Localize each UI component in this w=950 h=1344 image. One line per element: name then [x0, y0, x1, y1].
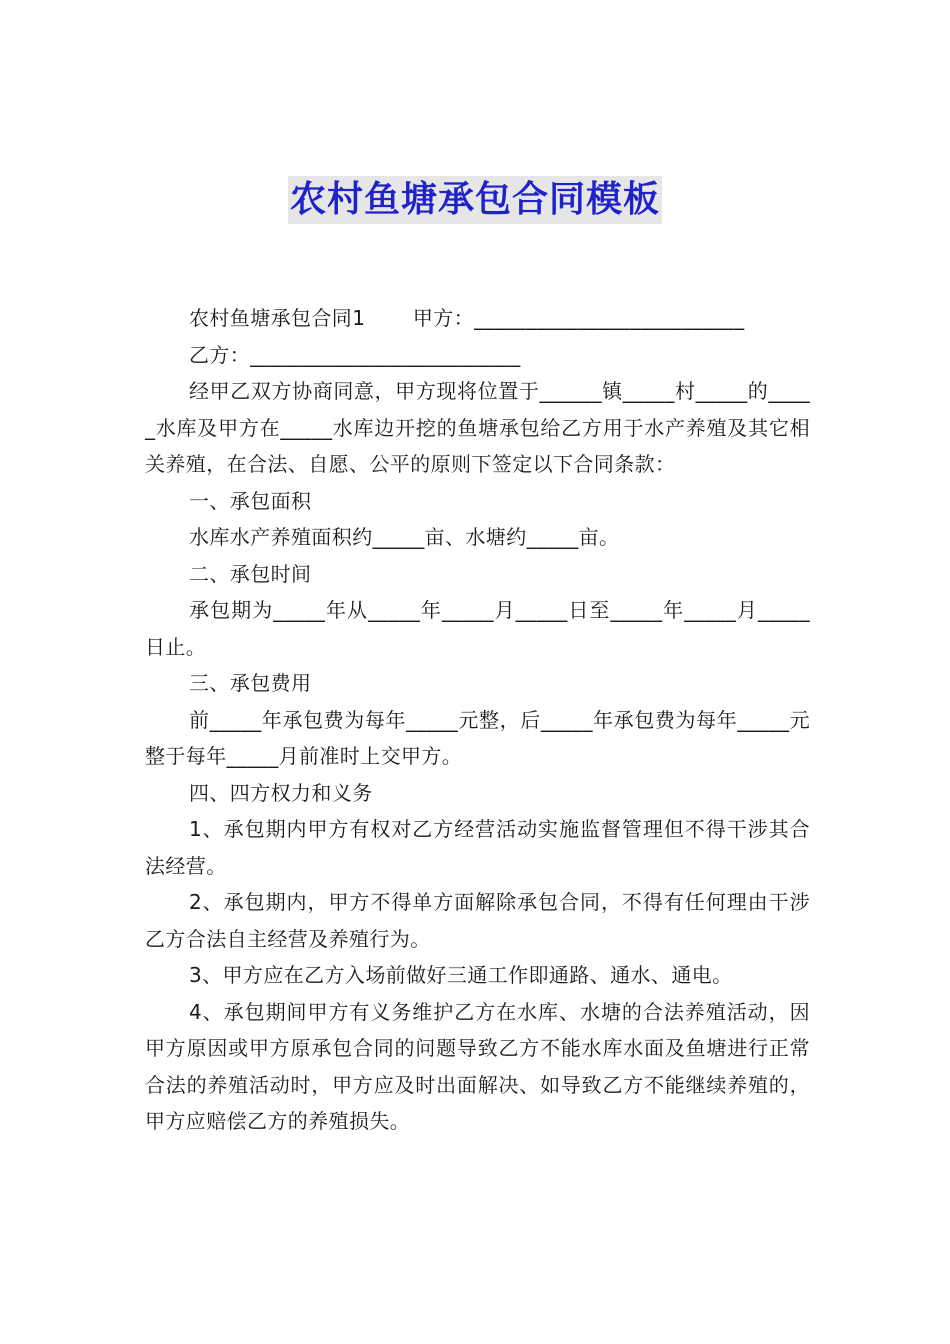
heading-contract-fee: 三、承包费用 — [189, 671, 312, 695]
heading-contract-area: 一、承包面积 — [189, 488, 312, 513]
heading-rights-obligations: 四、四方权力和义务 — [189, 780, 373, 805]
contract-body — [145, 300, 810, 1140]
paragraph-period: 承包期为_____年从_____年_____月_____日至_____年_____月_____日止。 — [145, 598, 810, 659]
paragraph-preamble: 经甲乙双方协商同意，甲方现将位置于______镇_____村_____的_____水库及甲方在_____水库边开挖的鱼塘承包给乙方用于水产养殖及其它相关养殖，在合法、自愿、公平的原则下签定以下合同条款： — [145, 379, 810, 476]
heading-contract-period: 二、承包时间 — [189, 561, 312, 586]
document-title: 农村鱼塘承包合同模板 — [288, 176, 662, 224]
clause-2: 2、承包期内，甲方不得单方面解除承包合同，不得有任何理由干涉乙方合法自主经营及养殖行为。 — [145, 890, 810, 951]
paragraph-fee: 前_____年承包费为每年_____元整，后_____年承包费为每年_____元整于每年_____月前准时上交甲方。 — [145, 707, 810, 768]
clause-4: 4、承包期间甲方有义务维护乙方在水库、水塘的合法养殖活动，因甲方原因或甲方原承包合同的问题导致乙方不能水库水面及鱼塘进行正常合法的养殖活动时，甲方应及时出面解决、如导致乙方不能继续养殖的，甲方应赔偿乙方的养殖损失。 — [145, 999, 810, 1133]
clause-3: 3、甲方应在乙方入场前做好三通工作即通路、通水、通电。 — [189, 963, 733, 987]
paragraph-party-b: 乙方：__________________________ — [189, 342, 521, 367]
paragraph-area: 水库水产养殖面积约_____亩、水塘约_____亩。 — [189, 525, 620, 549]
clause-1: 1、承包期内甲方有权对乙方经营活动实施监督管理但不得干涉其合法经营。 — [145, 817, 810, 878]
title-area — [0, 176, 950, 224]
paragraph-party-a: 农村鱼塘承包合同1 甲方：__________________________ — [189, 306, 745, 330]
